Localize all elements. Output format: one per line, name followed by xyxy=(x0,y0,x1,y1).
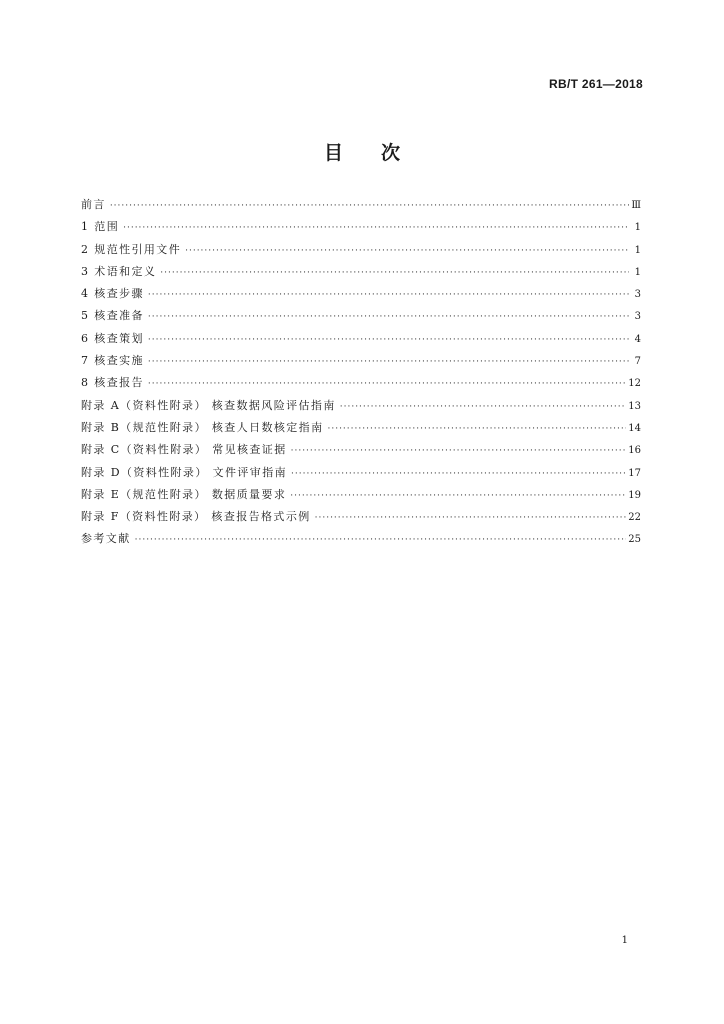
title-char-2: 次 xyxy=(381,142,401,164)
dot-leader xyxy=(148,290,629,300)
toc-entry-label: 6 核查策划 xyxy=(81,331,144,345)
toc-page-number: 12 xyxy=(628,378,641,390)
table-of-contents xyxy=(81,196,641,553)
toc-page-number: 4 xyxy=(634,333,641,345)
toc-item[interactable] xyxy=(81,330,641,352)
standard-code: RB/T 261—2018 xyxy=(549,77,643,91)
toc-page-number: 13 xyxy=(628,400,641,412)
toc-entry-label: 附录 F（资料性附录） 核查报告格式示例 xyxy=(81,510,311,524)
toc-entry-label: 5 核查准备 xyxy=(81,309,144,323)
toc-page-number: 1 xyxy=(634,222,641,234)
toc-page-number: 25 xyxy=(628,534,641,546)
toc-item[interactable] xyxy=(81,419,641,441)
toc-entry-label: 附录 C（资料性附录） 常见核查证据 xyxy=(81,443,287,457)
dot-leader xyxy=(291,469,626,479)
toc-page-number: 19 xyxy=(628,489,641,501)
toc-item[interactable] xyxy=(81,196,641,218)
toc-item[interactable] xyxy=(81,374,641,396)
toc-entry-label: 参考文献 xyxy=(81,532,131,546)
toc-item[interactable] xyxy=(81,397,641,419)
toc-entry-label: 2 规范性引用文件 xyxy=(81,242,182,256)
toc-item[interactable] xyxy=(81,218,641,240)
toc-entry-label: 4 核查步骤 xyxy=(81,287,144,301)
page-number: 1 xyxy=(621,935,628,946)
toc-item[interactable] xyxy=(81,441,641,463)
toc-page-number: 3 xyxy=(634,311,641,323)
toc-page-number: 22 xyxy=(628,512,641,524)
toc-page-number: 14 xyxy=(628,422,641,434)
toc-page-number: 1 xyxy=(634,244,641,256)
toc-item[interactable] xyxy=(81,263,641,285)
toc-entry-label: 附录 E（规范性附录） 数据质量要求 xyxy=(81,487,287,501)
toc-item[interactable] xyxy=(81,352,641,374)
dot-leader xyxy=(148,357,629,367)
toc-entry-label: 8 核查报告 xyxy=(81,376,144,390)
dot-leader xyxy=(291,446,627,456)
dot-leader xyxy=(340,402,627,412)
dot-leader xyxy=(123,223,629,233)
toc-item[interactable] xyxy=(81,530,641,552)
toc-item[interactable] xyxy=(81,508,641,530)
dot-leader xyxy=(315,513,627,523)
dot-leader xyxy=(185,246,629,256)
toc-item[interactable] xyxy=(81,486,641,508)
toc-entry-label: 附录 D（资料性附录） 文件评审指南 xyxy=(81,465,288,479)
toc-page-number: Ⅲ xyxy=(631,200,641,211)
toc-entry-label: 1 范围 xyxy=(81,220,120,234)
toc-page-number: 7 xyxy=(634,356,641,368)
toc-page-number: 3 xyxy=(634,289,641,301)
dot-leader xyxy=(148,379,626,389)
toc-page-number: 16 xyxy=(628,445,641,457)
title-char-1: 目 xyxy=(323,142,343,164)
dot-leader xyxy=(148,335,629,345)
dot-leader xyxy=(327,424,626,434)
page-title xyxy=(0,138,724,165)
toc-item[interactable] xyxy=(81,285,641,307)
toc-page-number: 17 xyxy=(628,467,641,479)
toc-page-number: 1 xyxy=(634,266,641,278)
dot-leader xyxy=(290,491,626,501)
toc-entry-label: 7 核查实施 xyxy=(81,354,144,368)
toc-entry-label: 附录 A（资料性附录） 核查数据风险评估指南 xyxy=(81,398,336,412)
dot-leader xyxy=(135,535,627,545)
toc-entry-label: 附录 B（规范性附录） 核查人日数核定指南 xyxy=(81,420,324,434)
dot-leader xyxy=(160,268,629,278)
dot-leader xyxy=(110,201,629,211)
toc-item[interactable] xyxy=(81,464,641,486)
toc-entry-label: 3 术语和定义 xyxy=(81,264,157,278)
toc-item[interactable] xyxy=(81,307,641,329)
toc-entry-label: 前言 xyxy=(81,198,106,211)
dot-leader xyxy=(148,312,629,322)
toc-item[interactable] xyxy=(81,241,641,263)
